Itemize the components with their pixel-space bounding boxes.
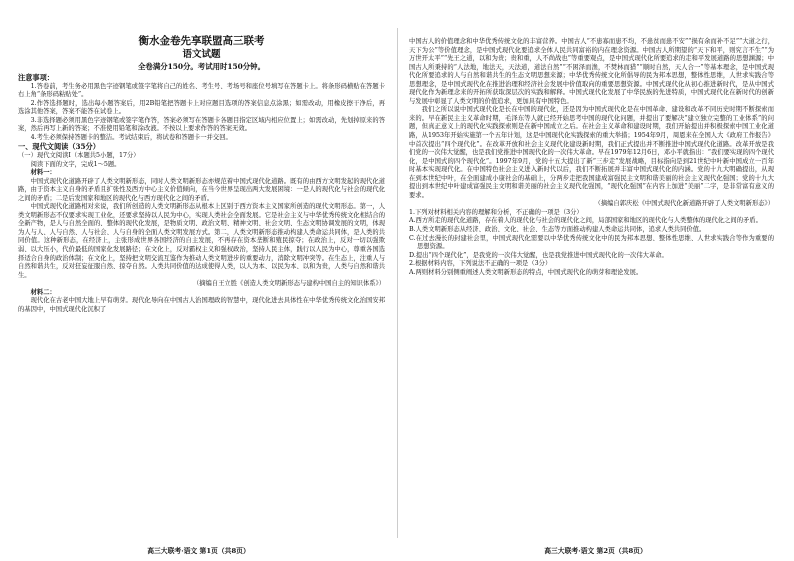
section-heading: 一、现代文阅读（35分） xyxy=(18,142,100,152)
material-paragraph: 我们之所以说中国式现代化是长在中国的现代化，还是因为中国式现代化是在中国革命、建设和改革不同历史时期不断探索而来的。早在新民主主义革命时期，毛泽东等人就已经开始思考中国的现代化问题，并提出了要解决“建立独立完整的工业体系”的问题，但真正意义上的现代化实践探索则是在新中国成立之后。在社会主义革命和建设时期，我们开始提出并积极探索中国工业化道路，从1953年开始实施第一个五年计划，这是中国现代化实践探索的重大举措；1954年9月，周恩来在全国人大《政府工作报告》中首次提出“四个现代化”。在改革开放和社会主义现代化建设新时期，我们正式提出并不断推进中国式现代化道路。改革开放是我们党的一次伟大觉醒，也是我们党推进中国现代化的一次伟大革命。早在1979年12月6日，邓小平就指出：“我们要实现的四个现代化，是中国式的四个现代化”。1997年9月，党的十五大提出了新“三步走”发展战略，目标指向是到21世纪中叶新中国成立一百年时基本实现现代化。在中国特色社会主义进入新时代以后，我们不断拓展并丰富中国式现代化的内涵。党的十九大明确提出，从现在到本世纪中叶，在全面建成小康社会的基础上，分两步走把我国建成富强民主文明和谐美丽的社会主义现代化强国；党的十九大提出到本世纪中叶建成富强民主文明和谐美丽的社会主义现代化强国，“现代化强国”在内容上加进“美丽”二字，是非常富有意义的要求。 xyxy=(409,106,774,199)
material-paragraph: 中国式现代化道路相对来说，我们所创造的人类文明新形态从根本上区别于西方资本主义国家所创造的现代文明形态。第一，人类文明新形态不仅要求实现工业化，还要求坚持以人民为中心，实现人类社会全面发展。它是社会主义与中华优秀传统文化相结合的全新产物，是人与自然全面的、整体的现代化发展，是物质文明、政治文明、精神文明、社会文明、生态文明协调发展的文明，体现为人与人、人与自然、人与社会、人与自身的全面人类文明发展方式。第二，人类文明新形态推动构建人类命运共同体，是人类的共同价值。这种新形态，在经济上，主张形成世界各国经济的自主发展，不再存在资本垄断和殖民掠夺；在政治上，反对一切以强欺弱、以大压小，代价最低的国家化发展路径；在文化上，反对霸权主义和强权政治，坚持人民主体，践行以人民为中心，尊重各国选择适合自身的政治体制；在文化上，坚持把文明交流互鉴作为推动人类文明进步的重要动力，消除文明冲突等。在生态上，注重人与自然和谐共生，反对狂妄征服自然、掠夺自然。人类共同价值的达成使得人类，以人为本、以民为本、以和为贵，人类与自然和谐共生。 xyxy=(18,203,385,279)
right-page xyxy=(397,0,794,561)
exam-title: 衡水金卷先享联盟高三联考 xyxy=(138,35,265,47)
note-item: 2.作答选择题时，选出每小题答案后，用2B铅笔把答题卡上对应题目选项的答案信息点涂黑；如需改动，用橡皮擦干净后，再选涂其他答案，答案不能答在试卷上。 xyxy=(18,99,385,116)
material-paragraph: 中国古人的价值理念和中华优秀传统文化的丰富营养。中国古人“不患寡而患不均，不患贫而患不安”“损有余而补不足”“大道之行，天下为公”等价值理念，是中国式现代化要追求全体人民共同富裕的内在理念资源。中国古人所期望的“天下和平，则究言不生”“为万世开太平”“先王之道，以和为贵；贵和重，人不尚战也”等重要观点，是中国式现代化所要追求的走和平发展道路的思想渊源；中国古人所秉持的“人法地，地法天，天法道，道法自然”“不困泽而渔，不焚林而猎”“顺时自然，天人合一”等基本理念，是中国式现代化所要追求的人与自然和谐共生的生态文明思想来源；中华优秀传统文化所倡导的民为邦本思想，整体性思维，人世求实践合等思想理念，是中国式现代化在推进治理和经济社会发展中价值取向的重要思想资源。中国式现代化从初心推进新时代，是从中国式现代化作为新理念来的开拓所获取深层次的实践和解释。中国式现代化发展了中华民族的先进特质，中国式现代化在新时代的创新与发展中彰显了人类文明的价值追求，更加具有中国特色。 xyxy=(409,38,774,105)
note-item: 1.答卷前，考生务必用黑色字迹钢笔或签字笔将自己的姓名、考生号、考场号和座位号填写在答题卡上。将条形码横贴在答题卡右上角“条形码粘贴处”。 xyxy=(18,82,385,99)
question-option: C.在过去漫长的封建社会里，中国式现代化需要以中华优秀传统文化中的民为邦本思想、整体性思维、人世求实践合等作为重要的思想资源。 xyxy=(409,234,774,251)
subsection-heading: （一）现代文阅读Ⅰ（本题共5小题，17分） xyxy=(18,152,140,160)
question-stem: 1.下列对材料相关内容的理解和分析，不正确的一项是（3分） xyxy=(409,208,583,216)
page-footer: 高三大联考·语文 第2页（共8页） xyxy=(544,547,647,555)
material-label: 材料二： xyxy=(30,288,56,296)
reading-instruction: 阅读下面的文字，完成1～5题。 xyxy=(30,160,121,168)
material-paragraph: 中国式现代化道路开辟了人类文明新形态，同时人类文明新形态亦规范着中国式现代化道路。既有的由西方文明发起的现代化道路，由于资本主义自身的矛盾且扩张性及西方中心主义价值倾向，在当今世界呈现出两大发展困境：一是人的现代化与社会的现代化之间的矛盾；二是后发国家和地区的现代化与西方现代化之间的矛盾。 xyxy=(18,177,385,202)
question-option: A.西方所走的现代化道路，存在着人的现代化与社会的现代化之间，局部国家和地区的现代化与人类整体的现代化之间的矛盾。 xyxy=(409,217,762,225)
question-option: A.两则材料分别侧重阐述人类文明新形态的特点，中国式现代化的萌芽和理论发展。 xyxy=(409,268,643,276)
material-label: 材料一： xyxy=(30,169,56,177)
question-option: B.人类文明新形态从经济、政治、文化、社会、生态等方面推动构建人类命运共同体，追求人类共同价值。 xyxy=(409,226,706,234)
question-stem: 2.根据材料内容，下列说法不正确的一项是（3分） xyxy=(409,260,552,268)
material-source: （摘编自王立胜《创造人类文明新形态与建构中国自主的知识体系》） xyxy=(192,280,385,288)
exam-info: 全卷满分150分。考试用时150分钟。 xyxy=(138,62,265,71)
note-item: 4.考生必须保持答题卡的整洁。考试结束后，将试卷和答题卡一并交回。 xyxy=(30,133,232,141)
note-item: 3.非选择题必须用黑色字迹钢笔或签字笔作答，答案必须写在答题卡各题目指定区域内相应位置上；如需改动，先划掉原来的答案，然后再写上新的答案；不准使用铅笔和涂改液。不按以上要求作答的答案无效。 xyxy=(18,116,385,133)
notes-heading: 注意事项： xyxy=(18,73,54,82)
question-option: D.提出“四个现代化”，是我党的一次伟大觉醒，也是我党推进中国式现代化的一次伟大革命。 xyxy=(409,251,668,259)
page-footer: 高三大联考·语文 第1页（共8页） xyxy=(147,547,250,555)
material-paragraph: 现代化在古老中国大地上早有萌芽。现代化导向在中国古人治国理政的智慧中，现代化进去具体性在中华优秀传统文化治国安邦的基因中，中国式现代化沉积了 xyxy=(18,297,385,313)
exam-subtitle: 语文试题 xyxy=(182,49,221,60)
material-source: （摘编自郭庆松《中国式现代化新道路开辟了人类文明新形态》） xyxy=(594,200,774,208)
